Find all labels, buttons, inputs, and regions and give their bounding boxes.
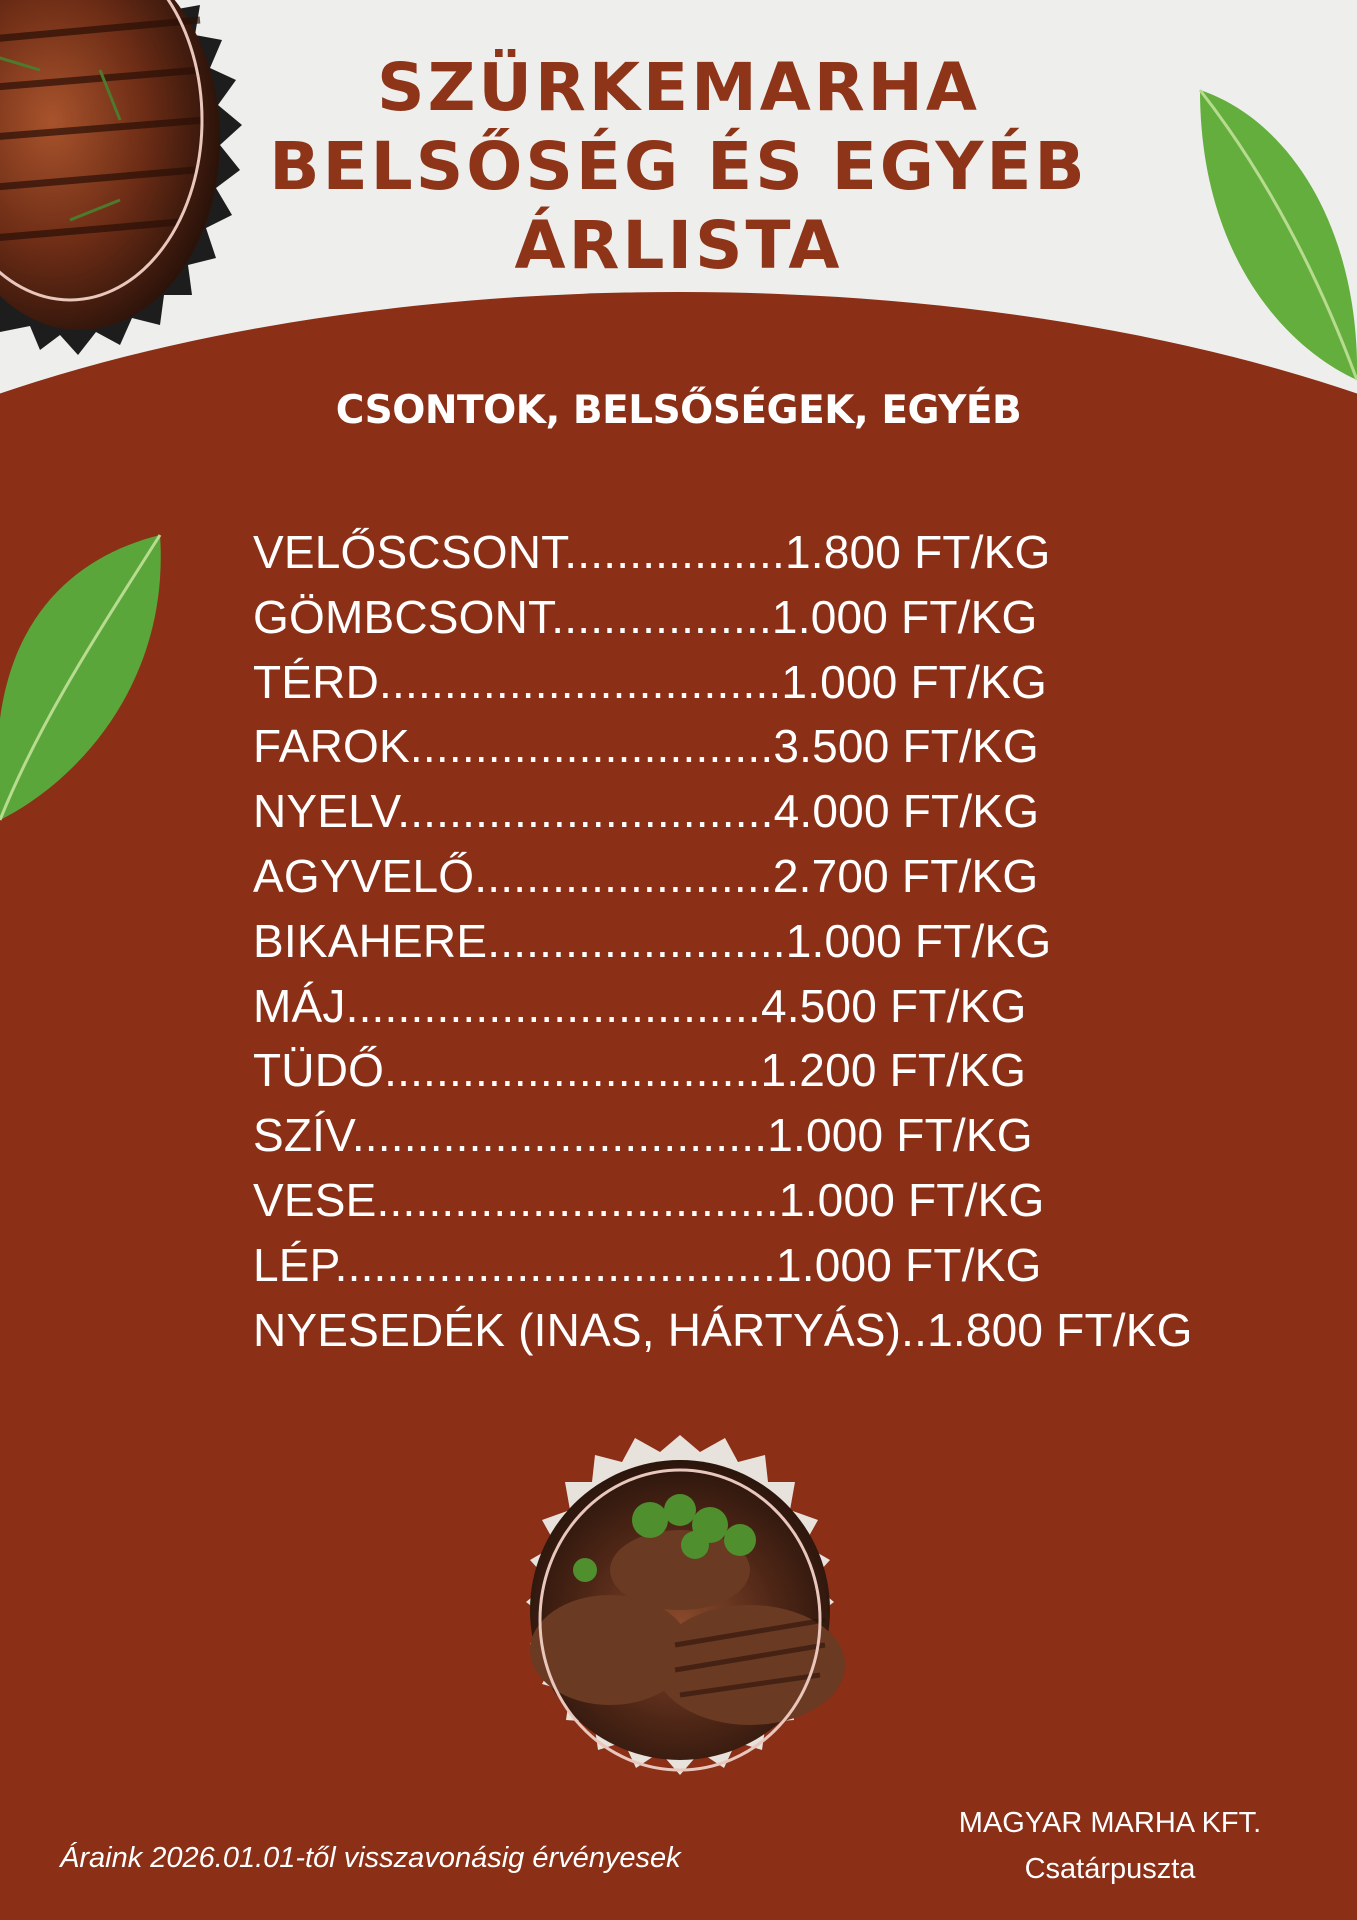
title-line-3: ÁRLISTA xyxy=(514,207,843,284)
price-item-bikahere: BIKAHERE.......................1.000 FT/KG xyxy=(253,914,1052,967)
price-item-vese: VESE...............................1.000 FT/KG xyxy=(253,1173,1045,1226)
price-item-veloscsont: VELŐSCSONT.................1.800 FT/KG xyxy=(253,526,1051,578)
company-info xyxy=(880,1800,1340,1892)
bay-leaf-left xyxy=(0,530,170,830)
price-item-tudo: TÜDŐ.............................1.200 FT/KG xyxy=(253,1044,1027,1097)
title-line-2: BELSŐSÉG ÉS EGYÉB xyxy=(269,128,1088,205)
price-item-farok: FAROK............................3.500 FT/KG xyxy=(253,720,1039,773)
price-item-nyelv: NYELV.............................4.000 FT/KG xyxy=(253,785,1040,838)
price-validity-note: Áraink 2026.01.01-től visszavonásig érvényesek xyxy=(60,1842,681,1874)
company-name: MAGYAR MARHA KFT. xyxy=(958,1807,1262,1839)
price-item-sziv: SZÍV................................1.000 FT/KG xyxy=(253,1109,1033,1162)
section-heading: CSONTOK, BELSŐSÉGEK, EGYÉB xyxy=(335,388,1022,433)
company-location: Csatárpuszta xyxy=(1024,1853,1196,1885)
price-item-lep: LÉP..................................1.000 FT/KG xyxy=(253,1238,1042,1291)
price-item-maj: MÁJ................................4.500 FT/KG xyxy=(253,979,1027,1032)
price-item-terd: TÉRD...............................1.000 FT/KG xyxy=(253,655,1047,708)
grilled-meat-photo-bottom xyxy=(500,1430,860,1780)
price-item-gombcsont: GÖMBCSONT.................1.000 FT/KG xyxy=(253,590,1038,643)
price-item-agyvelo: AGYVELŐ.......................2.700 FT/KG xyxy=(253,849,1039,902)
page-title xyxy=(0,48,1357,285)
price-item-nyesedek: NYESEDÉK (INAS, HÁRTYÁS)..1.800 FT/KG xyxy=(253,1303,1193,1356)
title-line-1: SZÜRKEMARHA xyxy=(377,49,980,126)
price-list xyxy=(253,520,1193,1362)
